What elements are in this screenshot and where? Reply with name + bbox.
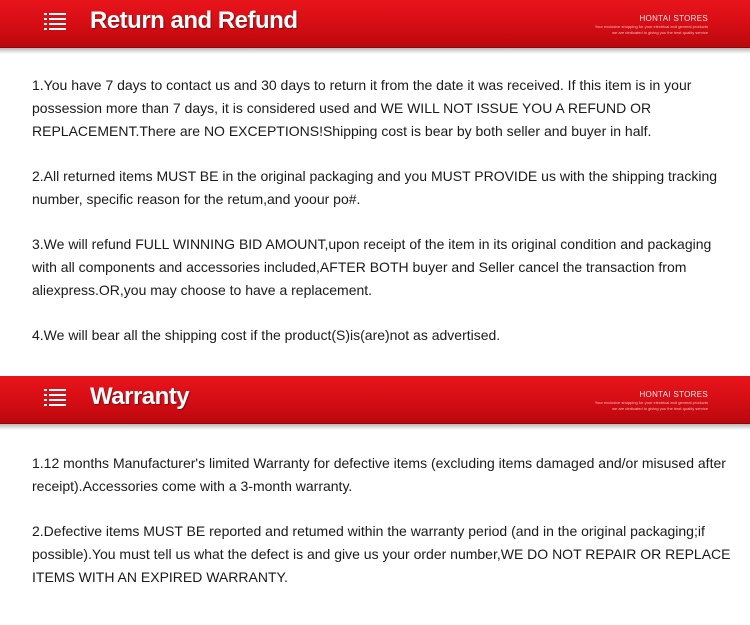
policy-paragraph: 1.You have 7 days to contact us and 30 days to return it from the date it was received. If this item is in your possession more than 7 days, it is considered used and WE WILL NOT ISSUE YOU A REFUND OR REPLACEMENT.There are NO EXCEPTIONS!Shipping cost is bear by both seller and buyer in half. bbox=[32, 77, 692, 139]
brand-tagline: Your exclusive shopping for your electrical and general products bbox=[594, 24, 708, 29]
list-icon bbox=[44, 13, 66, 34]
warranty-paragraph: 1.12 months Manufacturer's limited Warranty for defective items (excluding items damaged and/or misused after receipt).Accessories come with a 3-month warranty. bbox=[32, 455, 726, 494]
return-refund-banner bbox=[0, 0, 750, 48]
policy-paragraph: 3.We will refund FULL WINNING BID AMOUNT,upon receipt of the item in its original condition and packaging with all components and accessories included,AFTER BOTH buyer and Seller cancel the transaction from aliexpress.OR,you may choose to have a replacement. bbox=[32, 236, 712, 298]
brand-name: HONTAI STORES bbox=[639, 390, 708, 399]
brand-tagline: Your exclusive shopping for your electrical and general products bbox=[594, 400, 708, 405]
warranty-banner bbox=[0, 376, 750, 424]
section-title: Return and Refund bbox=[90, 7, 298, 34]
policy-paragraph: 4.We will bear all the shipping cost if the product(S)is(are)not as advertised. bbox=[32, 327, 501, 343]
store-brand bbox=[595, 14, 708, 35]
brand-tagline: we are dedicated to giving you the best quality service bbox=[612, 406, 708, 411]
section-title: Warranty bbox=[90, 383, 190, 410]
warranty-content bbox=[32, 452, 732, 611]
policy-paragraph: 2.All returned items MUST BE in the original packaging and you MUST PROVIDE us with the shipping tracking number, specific reason for the retum,and yoour po#. bbox=[32, 168, 718, 207]
list-icon bbox=[44, 389, 66, 410]
return-refund-content bbox=[32, 74, 732, 369]
brand-tagline: we are dedicated to giving you the best quality service bbox=[612, 30, 708, 35]
banner-shadow bbox=[0, 48, 750, 54]
brand-name: HONTAI STORES bbox=[639, 14, 708, 23]
store-brand bbox=[595, 390, 708, 411]
warranty-paragraph: 2.Defective items MUST BE reported and retumed within the warranty period (and in the original packaging;if possible).You must tell us what the defect is and give us your order number,WE DO NOT REPAIR OR REPLACE ITEMS WITH AN EXPIRED WARRANTY. bbox=[32, 523, 731, 585]
banner-shadow bbox=[0, 424, 750, 430]
